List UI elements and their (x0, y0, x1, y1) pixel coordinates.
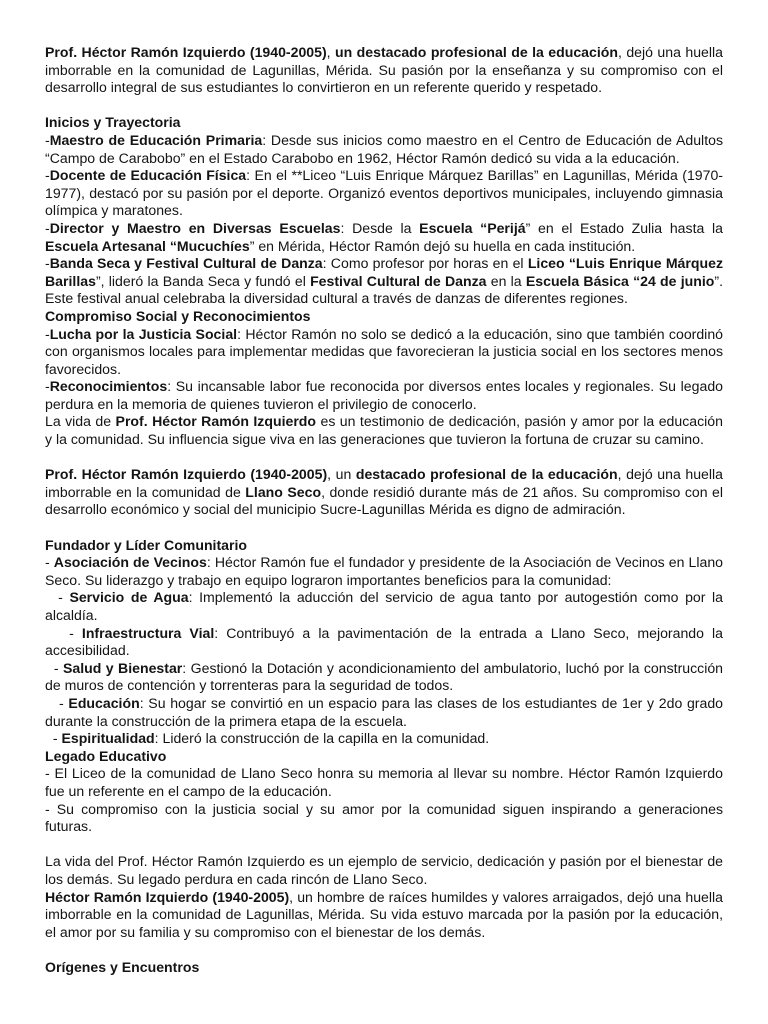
subject-name: Prof. Héctor Ramón Izquierdo (1940-2005) (45, 466, 328, 483)
bold-run: Prof. Héctor Ramón Izquierdo (115, 413, 317, 430)
item-lucha (45, 326, 723, 379)
paragraph-gap (45, 941, 723, 959)
intro-paragraph-3 (45, 889, 723, 942)
subject-name: Prof. Héctor Ramón Izquierdo (1940-2005) (45, 44, 327, 60)
item-text: : Contribuyó a la pavimentación de la entrada a Llano Seco, mejorando la accesibilidad. (45, 624, 727, 659)
dash: - (45, 131, 50, 148)
text-run: , (326, 44, 336, 60)
heading-text: Fundador y Líder Comunitario (45, 536, 248, 553)
item-asociacion (45, 554, 727, 589)
paragraph-gap (45, 519, 723, 537)
heading-text: Orígenes y Encuentros (45, 958, 200, 975)
dash: - (45, 167, 50, 184)
bold-run: Llano Seco (245, 483, 322, 500)
section-heading-inicios (45, 114, 723, 132)
bold-run: Festival Cultural de Danza (310, 272, 487, 289)
text-run: ”, lideró la Banda Seca y fundó el (95, 272, 311, 289)
section-heading-fundador (45, 537, 723, 555)
item-title: Docente de Educación Física (49, 167, 247, 184)
bold-run: Liceo “Luis Enrique Márquez Barillas (45, 255, 723, 289)
text-run: La vida de (45, 413, 116, 430)
heading-text: Compromiso Social y Reconocimientos (45, 307, 311, 324)
text-run: : Como profesor por horas en el (322, 255, 528, 272)
item-text: : Su hogar se convirtió en un espacio para las clases de los estudiantes de 1er y 2do grado durante la construcción de la primera etapa de la escuela. (45, 694, 727, 729)
closing-paragraph-1 (45, 413, 723, 448)
item-director (45, 220, 723, 255)
item-text: : En el **Liceo “Luis Enrique Márquez Barillas” en Lagunillas, Mérida (1970-1977), destacó por su pasión por el deporte. Organizó eventos deportivos municipales, incluyendo gimnasia olímpica y maratones. (45, 167, 723, 219)
subitem-agua (45, 589, 727, 624)
subitem-salud (45, 659, 727, 695)
item-title: Educación (68, 694, 140, 711)
dash: - (45, 730, 62, 747)
item-title: Espiritualidad (61, 730, 155, 747)
paragraph-gap (45, 97, 723, 115)
dash: - (45, 219, 50, 236)
heading-text: Inicios y Trayectoria (45, 114, 181, 131)
paragraph-gap (45, 449, 723, 467)
paragraph-gap (45, 836, 723, 854)
subitem-espiritualidad (45, 730, 723, 748)
text-run: , dejó una huella imborrable en la comunidad de Lagunillas, Mérida. Su pasión por la enseñanza y su compromiso con el desarrollo integral de sus estudiantes lo convirtieron en un referente querido y respetado. (45, 44, 723, 96)
item-title: Reconocimientos (49, 378, 168, 395)
dash: - (45, 255, 50, 272)
dash: - (45, 378, 50, 395)
item-text: : Gestionó la Dotación y acondicionamiento del ambulatorio, luchó por la construcción de muros de contención y torrenteras para la seguridad de todos. (45, 659, 727, 694)
item-text: : Héctor Ramón no solo se dedicó a la educación, sino que también coordinó con organismos locales para implementar medidas que favorecieran la justicia social en los sectores menos favorecidos. (45, 325, 723, 377)
section-heading-origenes (45, 959, 723, 977)
legado-item-1: - El Liceo de la comunidad de Llano Seco honra su memoria al llevar su nombre. Héctor Ramón Izquierdo fue un referente en el campo de la educación. (45, 765, 723, 799)
text-run: en la (486, 272, 526, 289)
dash: - (45, 589, 70, 606)
dash: - (45, 554, 54, 571)
item-docente (45, 167, 723, 220)
text-run: , dejó una huella imborrable en la comunidad de (45, 466, 723, 500)
section-heading-legado (45, 748, 723, 766)
item-title: Maestro de Educación Primaria (49, 131, 263, 148)
text-run: es un testimonio de dedicación, pasión y amor por la educación y la comunidad. Su influencia sigue viva en las generaciones que tuvieron la fortuna de cruzar su camino. (45, 413, 723, 448)
text-run: , un (327, 466, 356, 483)
item-title: Banda Seca y Festival Cultural de Danza (49, 255, 323, 272)
bold-run: Escuela Artesanal “Mucuchíes (45, 237, 250, 254)
section-heading-compromiso (45, 308, 723, 326)
item-text: : Héctor Ramón fue el fundador y presidente de la Asociación de Vecinos en Llano Seco. Su liderazgo y trabajo en equipo lograron importantes beneficios para la comunidad: (45, 554, 727, 588)
text-run: ”. Este festival anual celebraba la diversidad cultural a través de danzas de diferentes regiones. (45, 272, 724, 307)
item-title: Servicio de Agua (69, 589, 189, 606)
item-text: : Desde sus inicios como maestro en el Centro de Educación de Adultos “Campo de Carabobo” en el Estado Carabobo en 1962, Héctor Ramón dedicó su vida a la educación. (45, 131, 723, 166)
item-text: : Implementó la aducción del servicio de agua tanto por autogestión como por la alcaldía. (45, 589, 727, 623)
text-run: ” en Mérida, Héctor Ramón dejó su huella en cada institución. (249, 237, 636, 254)
intro-paragraph-2 (45, 466, 723, 519)
item-banda (45, 255, 723, 308)
dash: - (45, 659, 63, 676)
bold-run: Escuela Básica “24 de junio (525, 272, 715, 289)
subject-name: Héctor Ramón Izquierdo (1940-2005) (45, 888, 290, 905)
item-reconocimientos (45, 378, 723, 413)
text-run: , un hombre de raíces humildes y valores arraigados, dejó una huella imborrable en la comunidad de Lagunillas, Mérida. Su vida estuvo marcada por la pasión por la educación, el amor por su familia y su compromiso con el bienestar de los demás. (45, 888, 723, 940)
item-title: Salud y Bienestar (62, 659, 183, 676)
item-title: Director y Maestro en Diversas Escuelas (49, 219, 341, 236)
item-text: : Su incansable labor fue reconocida por diversos entes locales y regionales. Su legado perdura en la memoria de quienes tuvieron el privilegio de conocerlo. (45, 378, 723, 412)
highlight-text: destacado profesional de la educación (355, 466, 618, 483)
legado-item-2: - Su compromiso con la justicia social y su amor por la comunidad siguen inspirando a generaciones futuras. (45, 800, 723, 835)
dash: - (45, 325, 50, 342)
bold-run: Escuela “Perijá (419, 219, 526, 236)
intro-paragraph-1 (45, 44, 723, 97)
item-maestro (45, 132, 723, 167)
subitem-vial (45, 624, 727, 660)
heading-text: Legado Educativo (45, 747, 167, 764)
text-run: ” en el Estado Zulia hasta la (525, 219, 723, 236)
text-run: , donde residió durante más de 21 años. Su compromiso con el desarrollo económico y social del municipio Sucre-Lagunillas Mérida es digno de admiración. (45, 483, 723, 518)
item-title: Asociación de Vecinos (53, 554, 207, 571)
closing-paragraph-2: La vida del Prof. Héctor Ramón Izquierdo es un ejemplo de servicio, dedicación y pasión por el bienestar de los demás. Su legado perdura en cada rincón de Llano Seco. (45, 853, 723, 887)
dash: - (45, 694, 69, 711)
dash: - (45, 624, 82, 641)
item-title: Infraestructura Vial (81, 624, 215, 641)
document-page (45, 44, 727, 976)
subitem-educacion (45, 694, 727, 730)
highlight-text: un destacado profesional de la educación (335, 44, 618, 60)
item-text: : Lideró la construcción de la capilla en la comunidad. (154, 730, 490, 747)
text-run: : Desde la (340, 219, 420, 236)
item-title: Lucha por la Justicia Social (49, 325, 238, 342)
